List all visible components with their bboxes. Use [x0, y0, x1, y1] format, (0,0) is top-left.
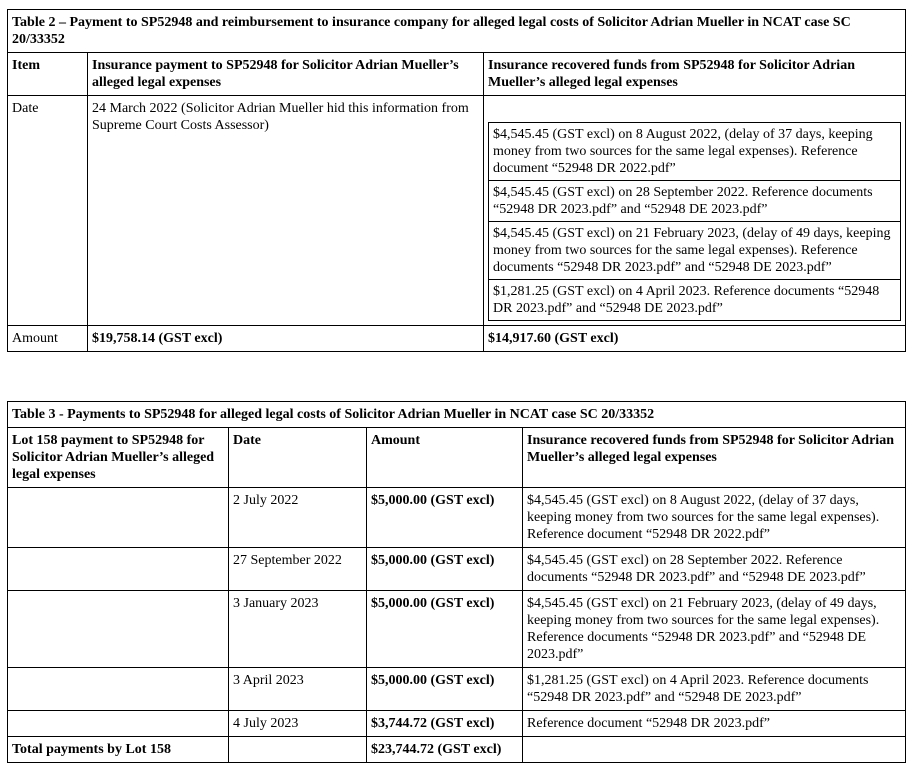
table-2: [7, 9, 906, 352]
table-2-amount-row: [8, 326, 906, 352]
table-3-recovered: $4,545.45 (GST excl) on 28 September 2022. Reference documents “52948 DR 2023.pdf” and “52948 DE 2023.pdf”: [523, 548, 906, 591]
table-3-caption: Table 3 - Payments to SP52948 for alleged legal costs of Solicitor Adrian Mueller in NCAT case SC 20/33352: [8, 402, 906, 428]
table-2-amount-recovered: $14,917.60 (GST excl): [484, 326, 906, 352]
table-row: [8, 668, 906, 711]
table-2-date-payment: 24 March 2022 (Solicitor Adrian Mueller hid this information from Supreme Court Costs Assessor): [88, 96, 484, 326]
table-row: [8, 591, 906, 668]
table-2-recovered-item: $1,281.25 (GST excl) on 4 April 2023. Reference documents “52948 DR 2023.pdf” and “52948 DE 2023.pdf”: [489, 280, 901, 321]
table-3-total-label: Total payments by Lot 158: [8, 737, 229, 763]
table-3-lot-cell: [8, 668, 229, 711]
table-3-total-row: [8, 737, 906, 763]
table-2-recovered-cell: [484, 96, 906, 326]
table-3-lot-cell: [8, 711, 229, 737]
table-3-header-amount: Amount: [367, 428, 523, 488]
table-3-lot-cell: [8, 591, 229, 668]
table-3-recovered: $1,281.25 (GST excl) on 4 April 2023. Reference documents “52948 DR 2023.pdf” and “52948 DE 2023.pdf”: [523, 668, 906, 711]
table-2-header-payment: Insurance payment to SP52948 for Solicitor Adrian Mueller’s alleged legal expenses: [88, 53, 484, 96]
table-3-header-recovered: Insurance recovered funds from SP52948 for Solicitor Adrian Mueller’s alleged legal expenses: [523, 428, 906, 488]
table-3-lot-cell: [8, 488, 229, 548]
table-3-header-date: Date: [229, 428, 367, 488]
table-3-date: 2 July 2022: [229, 488, 367, 548]
table-2-date-label: Date: [8, 96, 88, 326]
table-2-recovered-item: $4,545.45 (GST excl) on 21 February 2023, (delay of 49 days, keeping money from two sources for the same legal expenses). Reference documents “52948 DR 2023.pdf” and “52948 DE 2023.pdf”: [489, 222, 901, 280]
table-2-header-recovered: Insurance recovered funds from SP52948 for Solicitor Adrian Mueller’s alleged legal expenses: [484, 53, 906, 96]
table-2-header-item: Item: [8, 53, 88, 96]
table-3-header-lot: Lot 158 payment to SP52948 for Solicitor Adrian Mueller’s alleged legal expenses: [8, 428, 229, 488]
table-3-date: 3 April 2023: [229, 668, 367, 711]
table-3-total-date: [229, 737, 367, 763]
table-2-amount-payment: $19,758.14 (GST excl): [88, 326, 484, 352]
table-row: [8, 488, 906, 548]
table-3-amount: $5,000.00 (GST excl): [367, 591, 523, 668]
table-2-recovered-list: [488, 122, 901, 321]
table-3-amount: $5,000.00 (GST excl): [367, 668, 523, 711]
table-2-caption: Table 2 – Payment to SP52948 and reimbursement to insurance company for alleged legal costs of Solicitor Adrian Mueller in NCAT case SC 20/33352: [8, 10, 906, 53]
table-2-recovered-item: $4,545.45 (GST excl) on 8 August 2022, (delay of 37 days, keeping money from two sources for the same legal expenses). Reference document “52948 DR 2022.pdf”: [489, 123, 901, 181]
table-row: [8, 711, 906, 737]
table-3-total-amount: $23,744.72 (GST excl): [367, 737, 523, 763]
table-2-recovered-item: $4,545.45 (GST excl) on 28 September 2022. Reference documents “52948 DR 2023.pdf” and “52948 DE 2023.pdf”: [489, 181, 901, 222]
table-3-date: 3 January 2023: [229, 591, 367, 668]
table-3-recovered: $4,545.45 (GST excl) on 21 February 2023, (delay of 49 days, keeping money from two sources for the same legal expenses). Reference documents “52948 DR 2023.pdf” and “52948 DE 2023.pdf”: [523, 591, 906, 668]
table-2-date-row: [8, 96, 906, 326]
table-3-amount: $5,000.00 (GST excl): [367, 548, 523, 591]
table-3-total-recovered: [523, 737, 906, 763]
table-2-amount-label: Amount: [8, 326, 88, 352]
table-3-amount: $5,000.00 (GST excl): [367, 488, 523, 548]
table-row: [8, 548, 906, 591]
table-3-date: 27 September 2022: [229, 548, 367, 591]
table-3-recovered: $4,545.45 (GST excl) on 8 August 2022, (delay of 37 days, keeping money from two sources for the same legal expenses). Reference document “52948 DR 2022.pdf”: [523, 488, 906, 548]
table-3-lot-cell: [8, 548, 229, 591]
table-3-recovered: Reference document “52948 DR 2023.pdf”: [523, 711, 906, 737]
table-3-date: 4 July 2023: [229, 711, 367, 737]
table-3: [7, 401, 906, 763]
table-3-amount: $3,744.72 (GST excl): [367, 711, 523, 737]
